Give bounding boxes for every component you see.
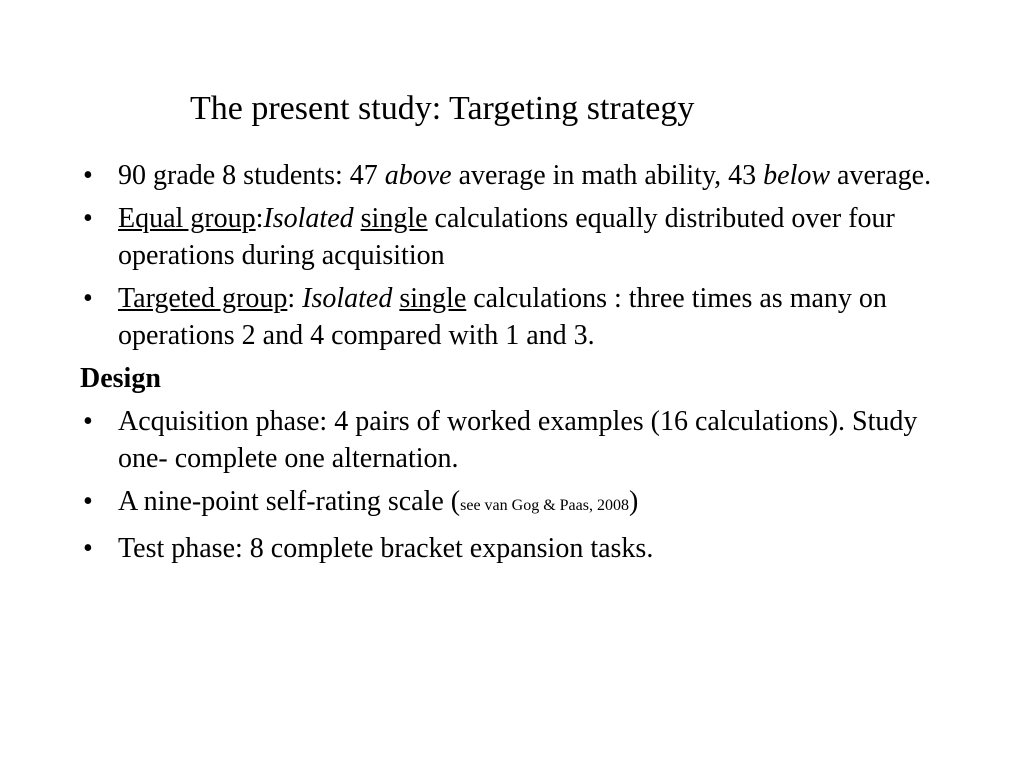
bullet-acquisition-phase xyxy=(80,403,960,477)
bullet-dot: • xyxy=(83,486,93,517)
emphasis-isolated: Isolated xyxy=(263,203,354,234)
design-heading: Design xyxy=(80,363,161,394)
bullet-rating-scale xyxy=(80,483,960,524)
bullet-text: calculations equally distributed over four operations during acquisition xyxy=(118,203,895,271)
bullet-text: : xyxy=(255,203,264,234)
bullet-text xyxy=(354,203,361,234)
bullet-text: Test phase: 8 complete bracket expansion tasks. xyxy=(118,533,654,564)
emphasis-above: above xyxy=(384,160,452,191)
bullet-text: average. xyxy=(830,160,932,191)
bullet-text: ) xyxy=(628,486,639,517)
bullet-dot: • xyxy=(83,406,93,437)
bullet-dot: • xyxy=(83,160,93,191)
emphasis-single: single xyxy=(399,283,467,314)
bullet-text: calculations : three times as many on operations 2 and 4 compared with 1 and 3. xyxy=(118,283,887,351)
emphasis-isolated: Isolated xyxy=(302,283,393,314)
bullet-dot: • xyxy=(83,533,93,564)
emphasis-below: below xyxy=(763,160,831,191)
bullet-text: Acquisition phase: 4 pairs of worked examples (16 calculations). Study one- complete one alternation. xyxy=(118,406,918,474)
emphasis-single: single xyxy=(360,203,428,234)
bullet-text: 90 grade 8 students: 47 xyxy=(118,160,385,191)
label-equal-group: Equal group xyxy=(118,203,256,234)
slide-body xyxy=(80,157,960,573)
citation: see van Gog & Paas, 2008 xyxy=(460,497,629,514)
bullet-dot: • xyxy=(83,203,93,234)
bullet-text: : xyxy=(287,283,303,314)
slide-title: The present study: Targeting strategy xyxy=(190,90,695,127)
bullet-targeted-group xyxy=(80,280,960,354)
bullet-equal-group xyxy=(80,200,960,274)
bullet-dot: • xyxy=(83,283,93,314)
bullet-text: average in math ability, 43 xyxy=(451,160,764,191)
label-targeted-group: Targeted group xyxy=(118,283,288,314)
bullet-test-phase xyxy=(80,530,960,567)
bullet-text: A nine-point self-rating scale ( xyxy=(118,486,461,517)
bullet-students xyxy=(80,157,960,194)
